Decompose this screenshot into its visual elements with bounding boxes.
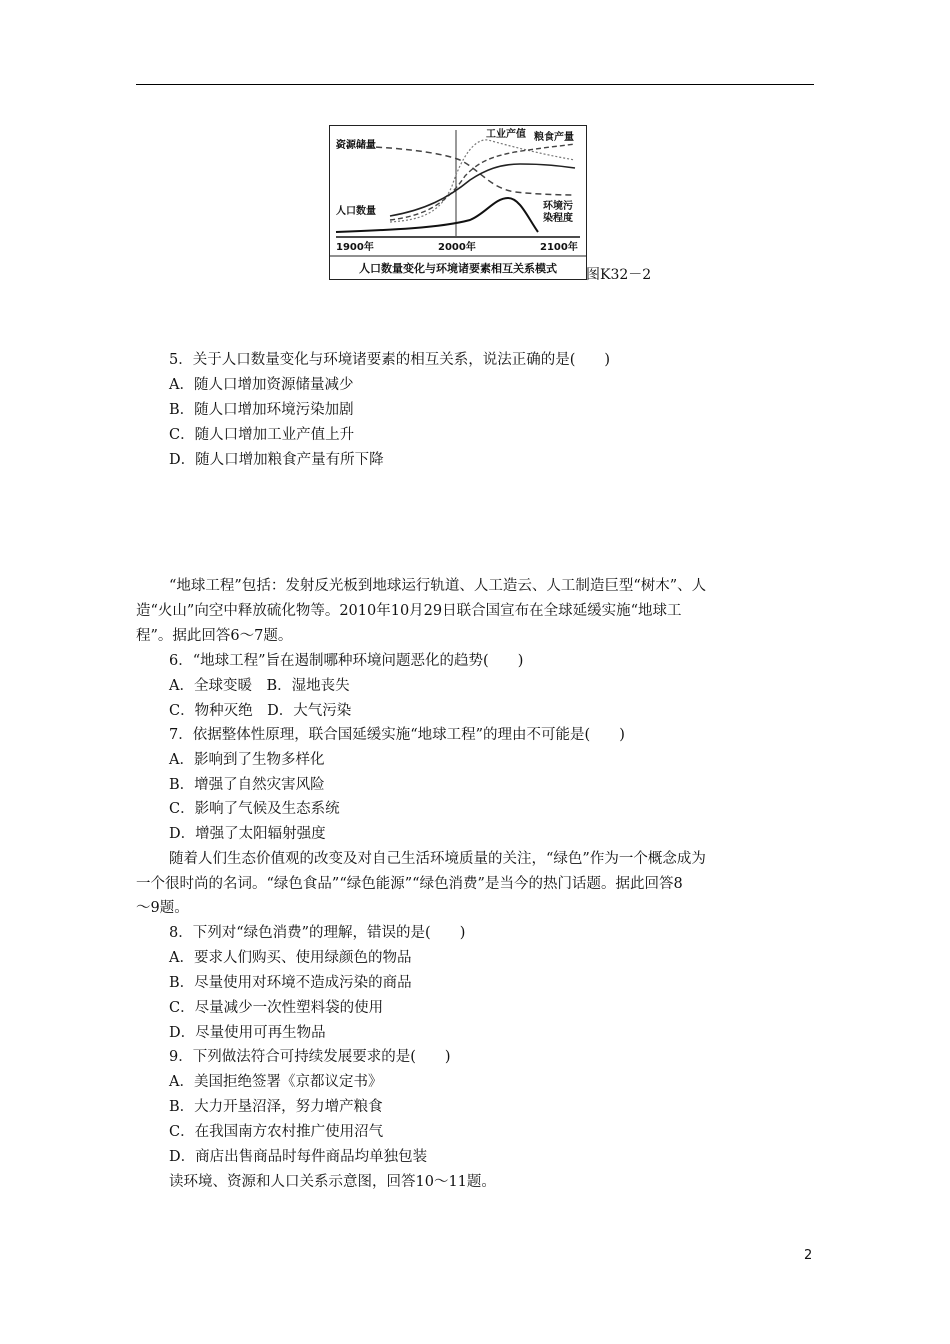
- question-8-stem: 8．下列对“绿色消费”的理解，错误的是( ): [169, 925, 466, 941]
- question-5-option-c: C．随人口增加工业产值上升: [169, 427, 355, 443]
- question-6-options-ab: A．全球变暖 B．湿地丧失: [169, 678, 350, 694]
- question-9-option-d: D．商店出售商品时每件商品均单独包装: [169, 1149, 428, 1165]
- question-7-option-c: C．影响了气候及生态系统: [169, 801, 340, 817]
- question-8-option-a: A．要求人们购买、使用绿颜色的物品: [169, 950, 412, 966]
- question-7-stem: 7．依据整体性原理，联合国延缓实施“地球工程”的理由不可能是( ): [169, 727, 625, 743]
- label-pollution-1: 环境污: [543, 201, 573, 212]
- question-9-option-c: C．在我国南方农村推广使用沼气: [169, 1124, 384, 1140]
- question-7-option-b: B．增强了自然灾害风险: [169, 777, 325, 793]
- question-8-option-c: C．尽量减少一次性塑料袋的使用: [169, 1000, 384, 1016]
- label-resources: 资源储量: [336, 140, 376, 151]
- question-5-option-b: B．随人口增加环境污染加剧: [169, 402, 354, 418]
- passage-green-1: 随着人们生态价值观的改变及对自己生活环境质量的关注，“绿色”作为一个概念成为: [169, 851, 706, 867]
- question-7-option-a: A．影响到了生物多样化: [169, 752, 325, 768]
- instruction-q10-11: 读环境、资源和人口关系示意图，回答10～11题。: [169, 1174, 496, 1190]
- question-9-option-b: B．大力开垦沼泽，努力增产粮食: [169, 1099, 383, 1115]
- question-7-option-d: D．增强了太阳辐射强度: [169, 826, 326, 842]
- passage-earth-engineering-2: 造“火山”向空中释放硫化物等。2010年10月29日联合国宣布在全球延缓实施“地球工: [136, 603, 682, 619]
- passage-earth-engineering-1: “地球工程”包括：发射反光板到地球运行轨道、人工造云、人工制造巨型“树木”、人: [169, 578, 707, 594]
- label-pollution-2: 染程度: [543, 213, 573, 224]
- label-grain: 粮食产量: [534, 132, 574, 143]
- label-industry: 工业产值: [486, 129, 526, 140]
- label-population: 人口数量: [336, 206, 376, 217]
- question-9-option-a: A．美国拒绝签署《京都议定书》: [169, 1074, 383, 1090]
- header-rule: [136, 84, 814, 85]
- question-5-stem: 5．关于人口数量变化与环境诸要素的相互关系，说法正确的是( ): [169, 352, 611, 368]
- question-5-option-a: A．随人口增加资源储量减少: [169, 377, 354, 393]
- question-9-stem: 9．下列做法符合可持续发展要求的是( ): [169, 1049, 451, 1065]
- passage-green-3: ～9题。: [136, 900, 189, 916]
- question-6-options-cd: C．物种灭绝 D．大气污染: [169, 703, 352, 719]
- label-year-2100: 2100年: [540, 242, 578, 253]
- page-number: 2: [804, 1248, 813, 1263]
- figure-caption: 人口数量变化与环境诸要素相互关系模式: [359, 262, 557, 275]
- question-8-option-b: B．尽量使用对环境不造成污染的商品: [169, 975, 412, 991]
- passage-earth-engineering-3: 程”。据此回答6～7题。: [136, 628, 293, 644]
- label-year-1900: 1900年: [336, 242, 374, 253]
- label-year-2000: 2000年: [438, 242, 476, 253]
- question-6-stem: 6．“地球工程”旨在遏制哪种环境问题恶化的趋势( ): [169, 653, 524, 669]
- figure-number: 图K32－2: [586, 267, 652, 283]
- figure-k32-2: [329, 125, 587, 280]
- relationship-diagram: [330, 126, 586, 279]
- question-8-option-d: D．尽量使用可再生物品: [169, 1025, 326, 1041]
- passage-green-2: 一个很时尚的名词。“绿色食品”“绿色能源”“绿色消费”是当今的热门话题。据此回答8: [136, 876, 683, 892]
- question-5-option-d: D．随人口增加粮食产量有所下降: [169, 452, 384, 468]
